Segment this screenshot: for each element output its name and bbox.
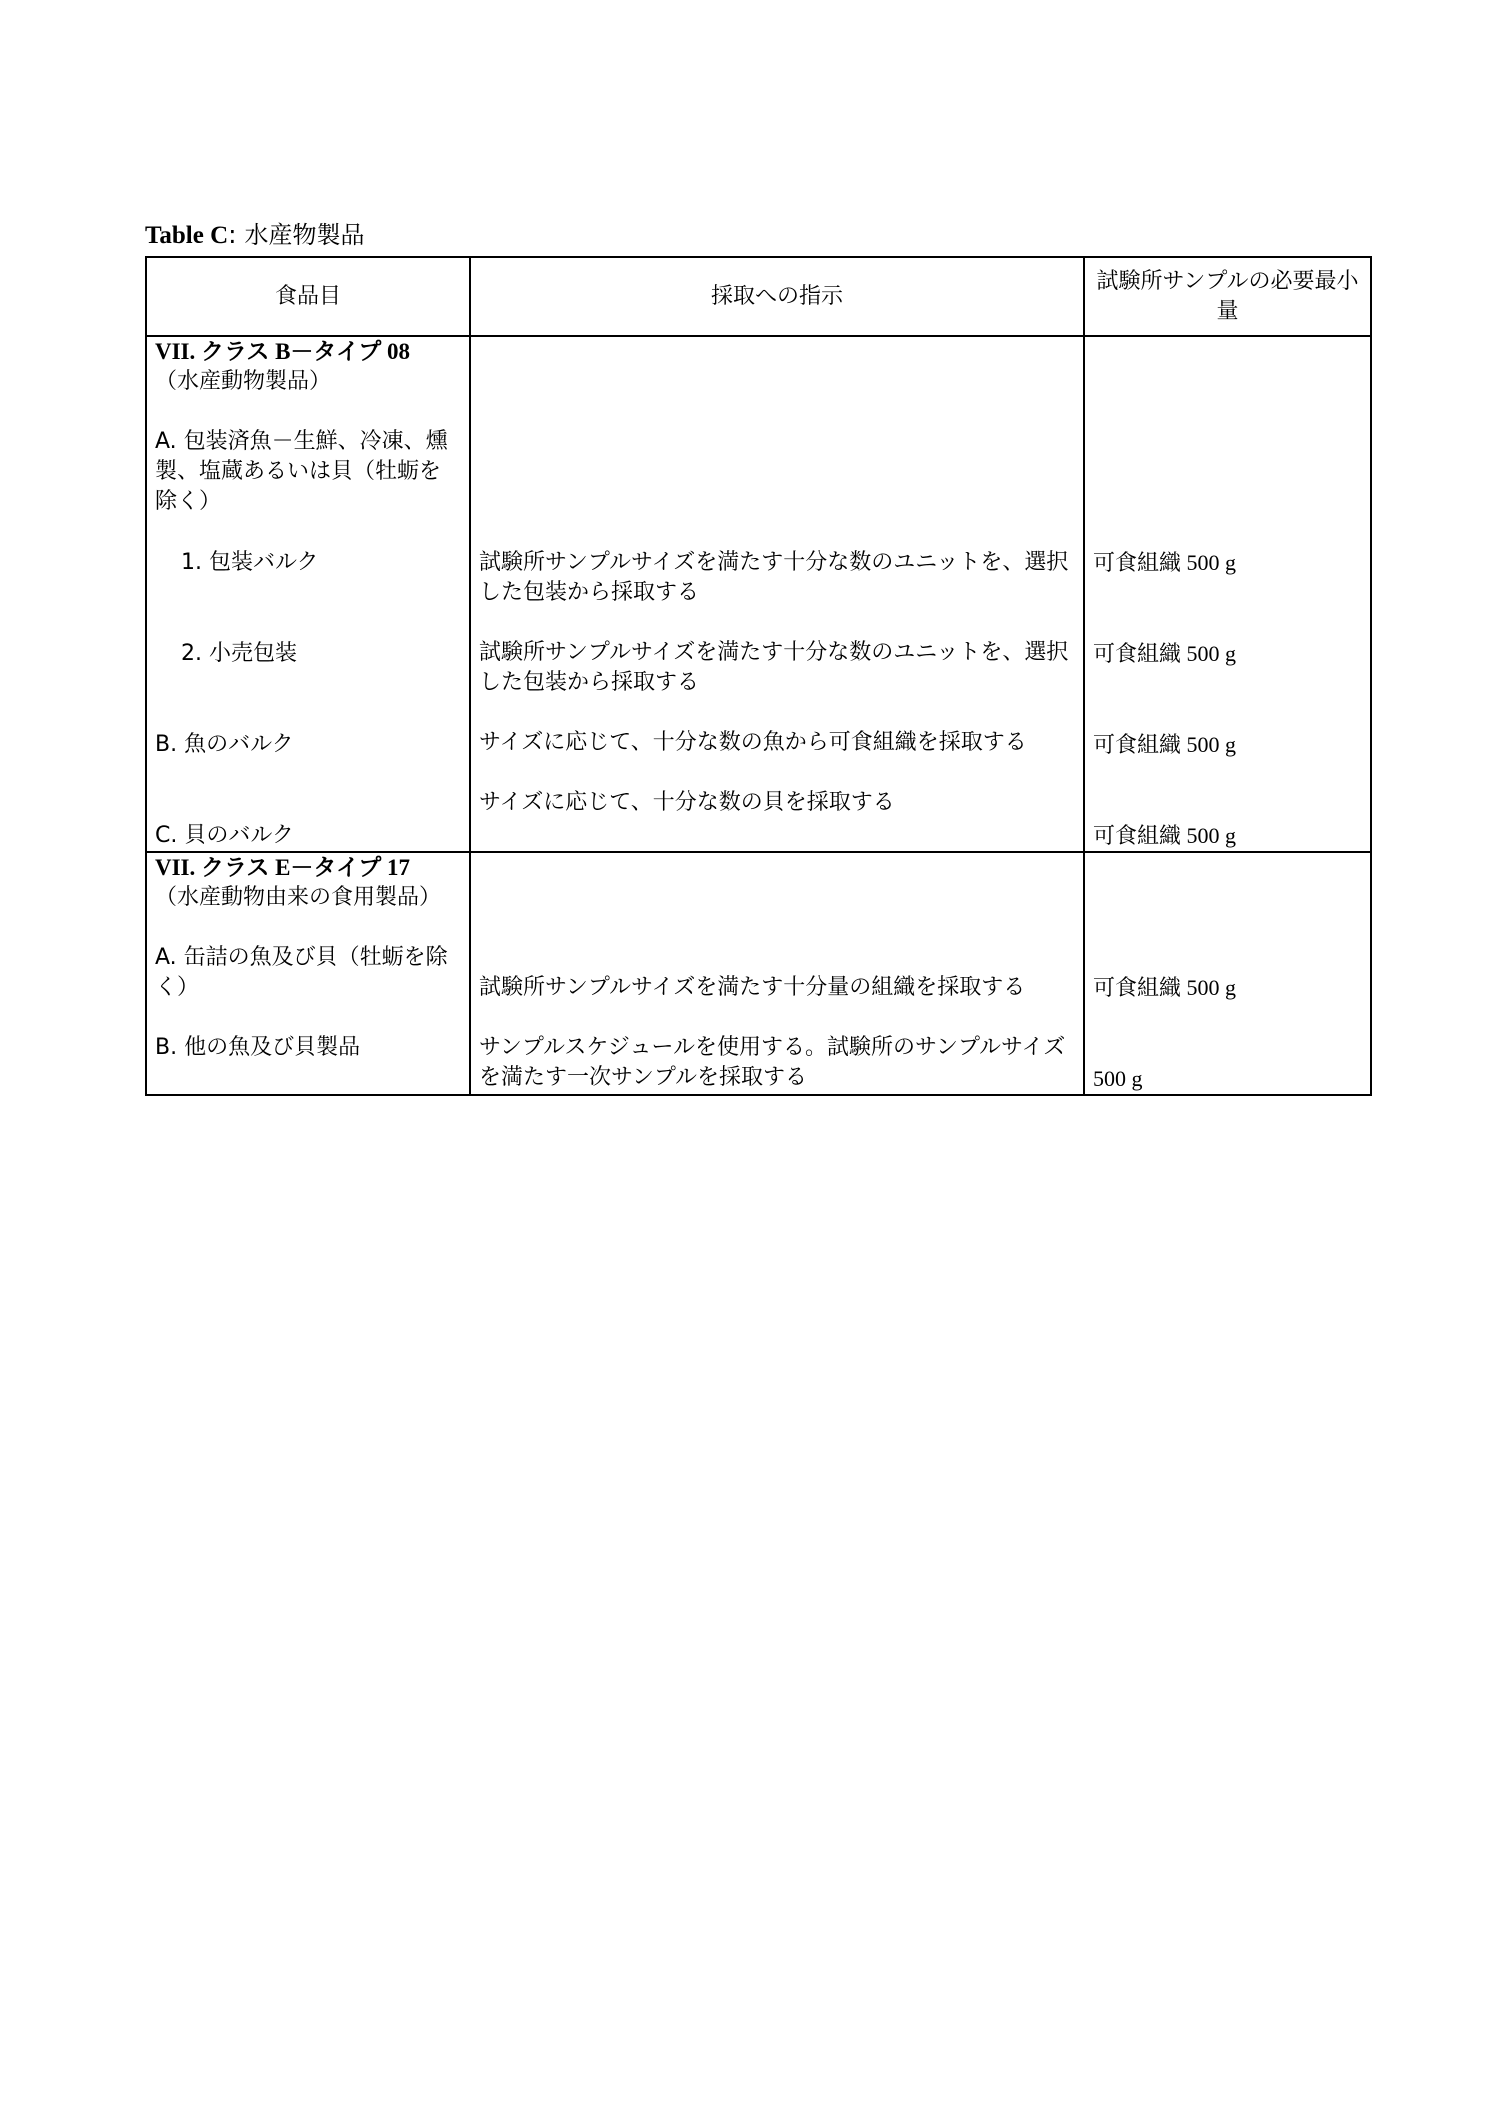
instruction-text: サイズに応じて、十分な数の貝を採取する	[479, 790, 895, 815]
group-subheading: （水産動物由来の食用製品）	[155, 885, 442, 910]
table-caption-title: 水産物製品	[244, 221, 365, 249]
instruction-text: 試験所サンプルサイズを満たす十分な数のユニットを、選択した包装から採取する	[479, 640, 1069, 695]
group-subheading: （水産動物製品）	[155, 369, 332, 394]
amount-text: 可食組織 500 g	[1093, 975, 1237, 1000]
food-item: B. 他の魚及び貝製品	[155, 1035, 361, 1060]
group-heading: VII. クラス B－タイプ 08	[155, 339, 411, 364]
table-row-group-e	[146, 852, 1371, 1095]
sampling-table	[145, 256, 1372, 1096]
table-caption-separator: :	[228, 220, 245, 249]
instruction-text: 試験所サンプルサイズを満たす十分量の組織を採取する	[479, 975, 1026, 1000]
instruction-text: 試験所サンプルサイズを満たす十分な数のユニットを、選択した包装から採取する	[479, 550, 1069, 605]
food-item: 2. 小売包装	[181, 641, 297, 666]
group-heading: VII. クラス E－タイプ 17	[155, 855, 411, 880]
instruction-cell	[470, 336, 1084, 852]
food-item: C. 貝のバルク	[155, 823, 294, 848]
table-row-group-b	[146, 336, 1371, 852]
header-food-item: 食品目	[146, 257, 470, 336]
table-caption	[145, 220, 365, 251]
food-item: A. 缶詰の魚及び貝（牡蛎を除く）	[155, 945, 448, 1000]
instruction-text: サンプルスケジュールを使用する。試験所のサンプルサイズを満たす一次サンプルを採取する	[479, 1035, 1066, 1090]
amount-cell	[1084, 336, 1371, 852]
header-instruction: 採取への指示	[470, 257, 1084, 336]
food-item: 1. 包装バルク	[181, 550, 319, 575]
amount-text: 500 g	[1093, 1066, 1143, 1091]
instruction-text: サイズに応じて、十分な数の魚から可食組織を採取する	[479, 730, 1027, 755]
header-minimum-amount: 試験所サンプルの必要最小量	[1084, 257, 1371, 336]
amount-text: 可食組織 500 g	[1093, 732, 1237, 757]
table-header-row	[146, 257, 1371, 336]
food-item-cell	[146, 852, 470, 1095]
amount-text: 可食組織 500 g	[1093, 641, 1237, 666]
table-caption-label: Table C	[145, 222, 229, 249]
food-item-cell	[146, 336, 470, 852]
instruction-cell	[470, 852, 1084, 1095]
amount-cell	[1084, 852, 1371, 1095]
amount-text: 可食組織 500 g	[1093, 823, 1237, 848]
food-item-a: A. 包装済魚－生鮮、冷凍、燻製、塩蔵あるいは貝（牡蛎を除く）	[155, 429, 448, 514]
food-item: B. 魚のバルク	[155, 732, 294, 757]
amount-text: 可食組織 500 g	[1093, 550, 1237, 575]
